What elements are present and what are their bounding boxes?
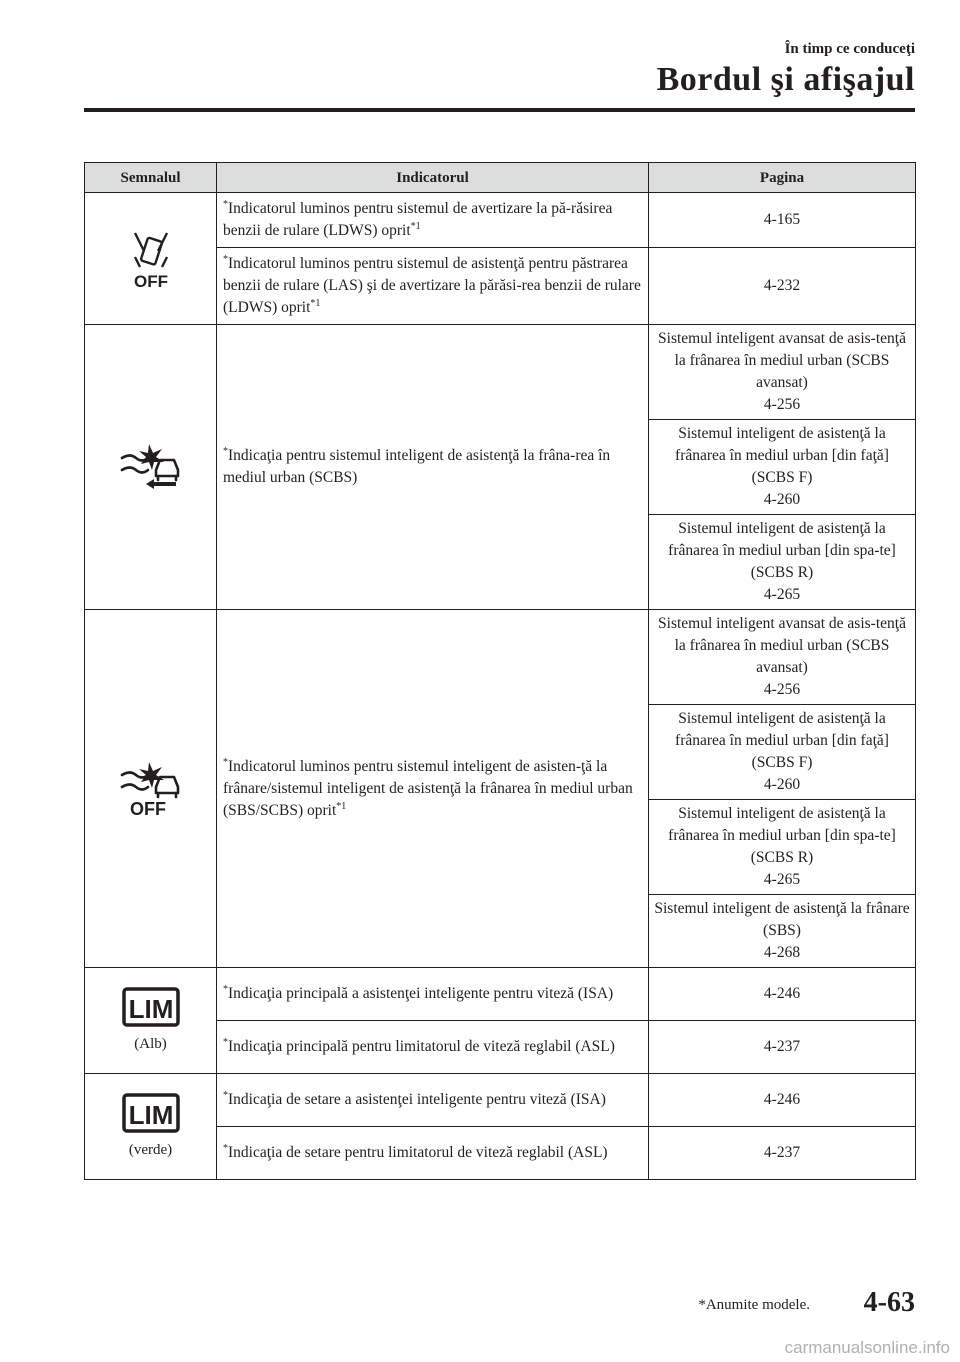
indicator-text: Indicatorul luminos pentru sistemul de asistenţă pentru păstrarea benzii de rulare (LAS) şi de avertizare la părăsi-rea benzii de rulare (LDWS) oprit [223,255,641,316]
column-header-pagina: Pagina [649,163,916,193]
symbol-cell [85,325,217,610]
page-ref: 4-256 [763,681,801,698]
page-ref: 4-165 [763,211,801,228]
indicator-text: Indicaţia de setare a asistenţei inteligente pentru viteză (ISA) [228,1091,606,1108]
svg-text:OFF: OFF [133,271,168,289]
footnote-marker: * [223,254,228,265]
page-ref-title: Sistemul inteligent de asistenţă la frânarea în mediul urban [din faţă] (SCBS F) [675,710,889,771]
footnote-marker: * [223,1037,228,1048]
footnote-marker: * [223,1143,228,1154]
indicator-cell [217,1021,649,1074]
indicator-cell [217,1074,649,1127]
indicator-cell [217,325,649,610]
signals-table [84,162,916,1180]
table-row [85,193,916,248]
page-ref: 4-232 [763,277,801,294]
page-ref-title: Sistemul inteligent de asistenţă la frânare (SBS) [654,900,910,939]
indicator-cell [217,610,649,968]
brake-support-off-icon [85,761,216,817]
page-cell [649,515,916,610]
indicator-text: Indicatorul luminos pentru sistemul inteligent de asisten-ţă la frânare/sistemul inteligent de asistenţă la frânarea în mediul urban (SBS/SCBS) oprit [223,757,633,819]
page-cell [649,193,916,248]
page-cell [649,800,916,895]
lim-icon [85,987,216,1027]
footnote-marker: * [223,199,228,210]
indicator-cell [217,968,649,1021]
page-ref: 4-265 [763,871,801,888]
page-cell [649,420,916,515]
page-number: 4-63 [863,1287,915,1318]
table-row [85,1074,916,1127]
page-cell [649,705,916,800]
symbol-cell [85,610,217,968]
page-ref-title: Sistemul inteligent avansat de asis-tenţă la frânarea în mediul urban (SCBS avansat) [658,615,906,676]
page-ref-title: Sistemul inteligent avansat de asis-tenţă la frânarea în mediul urban (SCBS avansat) [658,330,906,391]
table-row [85,968,916,1021]
page-cell [649,895,916,968]
icon-caption: (Alb) [134,1035,167,1052]
indicator-cell [217,193,649,248]
page-ref: 4-256 [763,396,801,413]
indicator-text: Indicatorul luminos pentru sistemul de avertizare la pă-rǎsirea benzii de rulare (LDWS) oprit [223,200,613,239]
indicator-cell [217,1127,649,1180]
symbol-cell [85,968,217,1074]
indicator-text: Indicaţia de setare pentru limitatorul de viteză reglabil (ASL) [228,1144,608,1161]
page-cell [649,1127,916,1180]
svg-text:LIM: LIM [128,1099,173,1130]
city-brake-support-icon [85,442,216,492]
column-header-indicatorul: Indicatorul [217,163,649,193]
page-ref-title: Sistemul inteligent de asistenţă la frânarea în mediul urban [din spa-te] (SCBS R) [668,805,896,866]
section-subtitle: În timp ce conduceţi [784,41,915,57]
indicator-text: Indicaţia principală a asistenţei inteligente pentru viteză (ISA) [228,985,614,1002]
footnote-marker: * [223,446,228,457]
section-title: Bordul şi afişajul [656,61,915,98]
page-ref: 4-265 [763,586,801,603]
page-ref: 4-260 [763,776,801,793]
column-header-semnalul: Semnalul [85,163,217,193]
page-cell [649,248,916,325]
lim-icon [85,1093,216,1133]
table-row [85,325,916,420]
page-cell [649,968,916,1021]
symbol-cell [85,1074,217,1180]
footnote-marker: * [223,984,228,995]
indicator-text: Indicaţia principală pentru limitatorul de viteză reglabil (ASL) [228,1038,615,1055]
indicator-cell [217,248,649,325]
page-cell [649,1021,916,1074]
page-ref: 4-246 [763,985,801,1002]
page-cell [649,610,916,705]
page-ref-title: Sistemul inteligent de asistenţă la frânarea în mediul urban [din spa-te] (SCBS R) [668,520,896,581]
svg-text:OFF: OFF [129,798,166,817]
symbol-cell [85,193,217,325]
svg-text:LIM: LIM [128,993,173,1024]
table-row [85,610,916,705]
page-cell [649,1074,916,1127]
footnote-ref: *1 [410,221,421,232]
header-rule [84,108,915,112]
footnote-ref: *1 [336,800,347,812]
page-ref: 4-268 [763,944,801,961]
watermark: carmanualsonline.info [784,1338,950,1357]
footnote-marker: * [223,1090,228,1101]
page-ref: 4-246 [763,1091,801,1108]
page-ref: 4-260 [763,491,801,508]
footnote-ref: *1 [310,298,321,309]
page-ref: 4-237 [763,1144,801,1161]
page-cell [649,325,916,420]
footnote: *Anumite modele. [698,1297,810,1313]
table-header-row [85,163,916,193]
page-ref: 4-237 [763,1038,801,1055]
footnote-marker: * [223,756,228,768]
indicator-text: Indicaţia pentru sistemul inteligent de asistenţă la frâna-rea în mediul urban (SCBS) [223,447,611,486]
page-ref-title: Sistemul inteligent de asistenţă la frânarea în mediul urban [din faţă] (SCBS F) [675,425,889,486]
lane-departure-off-icon [85,229,216,289]
icon-caption: (verde) [128,1141,173,1158]
page-header [84,40,915,100]
